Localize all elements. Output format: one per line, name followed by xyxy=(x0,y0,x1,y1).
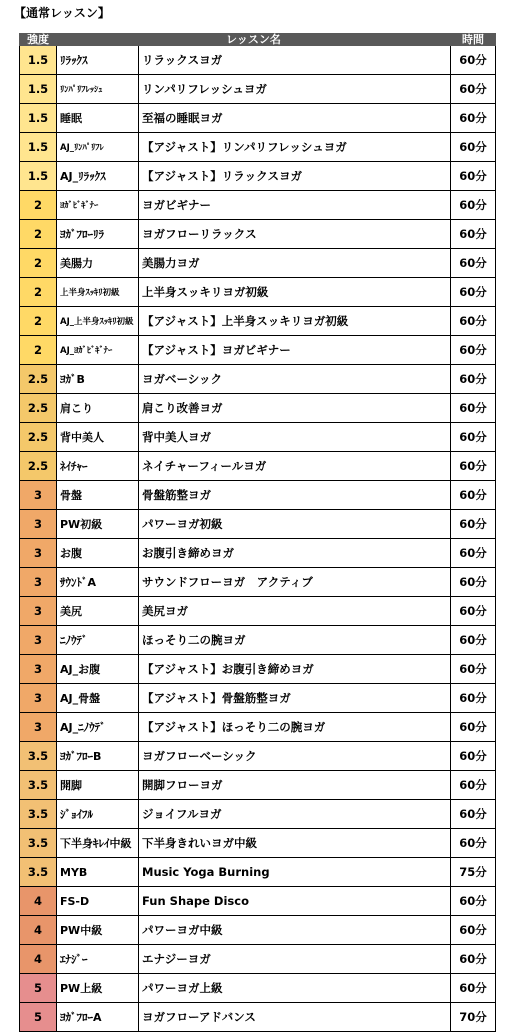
abbreviation-cell: ﾈｲﾁｬｰ xyxy=(57,452,139,481)
level-cell: 3 xyxy=(20,684,57,713)
duration-cell: 60分 xyxy=(451,742,496,771)
lesson-name-cell: 美腸力ヨガ xyxy=(139,249,451,278)
abbreviation-cell: AJ_骨盤 xyxy=(57,684,139,713)
abbreviation-cell: PW中級 xyxy=(57,916,139,945)
abbreviation-cell: 上半身ｽｯｷﾘ初級 xyxy=(57,278,139,307)
lesson-name-cell: 下半身きれいヨガ中級 xyxy=(139,829,451,858)
table-row xyxy=(20,800,496,829)
abbreviation-cell: 下半身ｷﾚｲ中級 xyxy=(57,829,139,858)
duration-cell: 60分 xyxy=(451,423,496,452)
table-row xyxy=(20,191,496,220)
table-row xyxy=(20,510,496,539)
lesson-name-cell: 開脚フローヨガ xyxy=(139,771,451,800)
abbreviation-cell: AJ_ﾘﾝﾊﾟﾘﾌﾚ xyxy=(57,133,139,162)
abbreviation-cell: ﾘﾝﾊﾟﾘﾌﾚｯｼｭ xyxy=(57,75,139,104)
abbreviation-cell: 骨盤 xyxy=(57,481,139,510)
table-row xyxy=(20,481,496,510)
level-cell: 1.5 xyxy=(20,133,57,162)
table-row xyxy=(20,394,496,423)
header-time: 時間 xyxy=(451,34,496,46)
abbreviation-cell: AJ_上半身ｽｯｷﾘ初級 xyxy=(57,307,139,336)
abbreviation-cell: ﾖｶﾞﾋﾞｷﾞﾅｰ xyxy=(57,191,139,220)
table-row xyxy=(20,858,496,887)
abbreviation-cell: お腹 xyxy=(57,539,139,568)
table-row xyxy=(20,365,496,394)
duration-cell: 60分 xyxy=(451,162,496,191)
lesson-name-cell: 【アジャスト】上半身スッキリヨガ初級 xyxy=(139,307,451,336)
level-cell: 5 xyxy=(20,974,57,1003)
table-row xyxy=(20,423,496,452)
table-row xyxy=(20,1003,496,1032)
abbreviation-cell: PW初級 xyxy=(57,510,139,539)
lesson-name-cell: パワーヨガ中級 xyxy=(139,916,451,945)
level-cell: 3 xyxy=(20,481,57,510)
duration-cell: 60分 xyxy=(451,452,496,481)
level-cell: 3 xyxy=(20,713,57,742)
abbreviation-cell: AJ_ﾖｶﾞﾋﾞｷﾞﾅｰ xyxy=(57,336,139,365)
duration-cell: 60分 xyxy=(451,539,496,568)
level-cell: 2 xyxy=(20,278,57,307)
table-body xyxy=(20,46,496,1032)
table-row xyxy=(20,539,496,568)
level-cell: 3.5 xyxy=(20,742,57,771)
table-row xyxy=(20,887,496,916)
abbreviation-cell: 背中美人 xyxy=(57,423,139,452)
level-cell: 3 xyxy=(20,568,57,597)
header-lesson-name: レッスン名 xyxy=(57,34,451,46)
lesson-name-cell: ヨガビギナー xyxy=(139,191,451,220)
table-row xyxy=(20,742,496,771)
lesson-name-cell: エナジーヨガ xyxy=(139,945,451,974)
table-row xyxy=(20,336,496,365)
table-row xyxy=(20,684,496,713)
duration-cell: 60分 xyxy=(451,278,496,307)
lesson-name-cell: 美尻ヨガ xyxy=(139,597,451,626)
level-cell: 3 xyxy=(20,510,57,539)
lesson-name-cell: 【アジャスト】リンパリフレッシュヨガ xyxy=(139,133,451,162)
table-row xyxy=(20,916,496,945)
level-cell: 3.5 xyxy=(20,771,57,800)
duration-cell: 60分 xyxy=(451,568,496,597)
lesson-name-cell: 【アジャスト】お腹引き締めヨガ xyxy=(139,655,451,684)
duration-cell: 60分 xyxy=(451,46,496,75)
lesson-name-cell: ほっそり二の腕ヨガ xyxy=(139,626,451,655)
table-header-row xyxy=(20,34,496,46)
lesson-name-cell: 【アジャスト】ほっそり二の腕ヨガ xyxy=(139,713,451,742)
table-row xyxy=(20,249,496,278)
lesson-name-cell: パワーヨガ初級 xyxy=(139,510,451,539)
duration-cell: 60分 xyxy=(451,713,496,742)
table-row xyxy=(20,945,496,974)
table-row xyxy=(20,104,496,133)
abbreviation-cell: 開脚 xyxy=(57,771,139,800)
lesson-name-cell: サウンドフローヨガ アクティブ xyxy=(139,568,451,597)
table-row xyxy=(20,655,496,684)
level-cell: 3 xyxy=(20,597,57,626)
level-cell: 1.5 xyxy=(20,104,57,133)
duration-cell: 60分 xyxy=(451,626,496,655)
lesson-name-cell: パワーヨガ上級 xyxy=(139,974,451,1003)
abbreviation-cell: AJ_ﾆﾉｳﾃﾞ xyxy=(57,713,139,742)
lesson-name-cell: 肩こり改善ヨガ xyxy=(139,394,451,423)
level-cell: 1.5 xyxy=(20,46,57,75)
table-row xyxy=(20,829,496,858)
level-cell: 2 xyxy=(20,336,57,365)
lesson-table xyxy=(19,33,496,1032)
lesson-name-cell: ネイチャーフィールヨガ xyxy=(139,452,451,481)
table-row xyxy=(20,626,496,655)
abbreviation-cell: ﾖｶﾞﾌﾛｰﾘﾗ xyxy=(57,220,139,249)
level-cell: 4 xyxy=(20,887,57,916)
level-cell: 3 xyxy=(20,626,57,655)
lesson-name-cell: お腹引き締めヨガ xyxy=(139,539,451,568)
duration-cell: 60分 xyxy=(451,365,496,394)
level-cell: 2 xyxy=(20,220,57,249)
abbreviation-cell: ﾖｶﾞB xyxy=(57,365,139,394)
abbreviation-cell: FS-D xyxy=(57,887,139,916)
lesson-name-cell: 【アジャスト】骨盤筋整ヨガ xyxy=(139,684,451,713)
duration-cell: 60分 xyxy=(451,771,496,800)
abbreviation-cell: ﾆﾉｳﾃﾞ xyxy=(57,626,139,655)
level-cell: 1.5 xyxy=(20,162,57,191)
duration-cell: 75分 xyxy=(451,858,496,887)
level-cell: 2.5 xyxy=(20,394,57,423)
duration-cell: 60分 xyxy=(451,133,496,162)
table-row xyxy=(20,220,496,249)
duration-cell: 60分 xyxy=(451,800,496,829)
table-row xyxy=(20,133,496,162)
abbreviation-cell: PW上級 xyxy=(57,974,139,1003)
duration-cell: 60分 xyxy=(451,655,496,684)
duration-cell: 60分 xyxy=(451,510,496,539)
table-row xyxy=(20,974,496,1003)
level-cell: 5 xyxy=(20,1003,57,1032)
duration-cell: 60分 xyxy=(451,249,496,278)
abbreviation-cell: AJ_お腹 xyxy=(57,655,139,684)
level-cell: 3.5 xyxy=(20,858,57,887)
lesson-name-cell: リンパリフレッシュヨガ xyxy=(139,75,451,104)
lesson-name-cell: ヨガベーシック xyxy=(139,365,451,394)
table-row xyxy=(20,162,496,191)
lesson-name-cell: 上半身スッキリヨガ初級 xyxy=(139,278,451,307)
table-row xyxy=(20,568,496,597)
level-cell: 2 xyxy=(20,307,57,336)
level-cell: 3 xyxy=(20,539,57,568)
abbreviation-cell: ｼﾞｮｲﾌﾙ xyxy=(57,800,139,829)
duration-cell: 60分 xyxy=(451,394,496,423)
duration-cell: 60分 xyxy=(451,336,496,365)
duration-cell: 60分 xyxy=(451,974,496,1003)
abbreviation-cell: 睡眠 xyxy=(57,104,139,133)
abbreviation-cell: ｴﾅｼﾞｰ xyxy=(57,945,139,974)
duration-cell: 60分 xyxy=(451,887,496,916)
level-cell: 4 xyxy=(20,945,57,974)
page-title: 【通常レッスン】 xyxy=(14,6,110,20)
level-cell: 2.5 xyxy=(20,423,57,452)
duration-cell: 60分 xyxy=(451,307,496,336)
level-cell: 3.5 xyxy=(20,829,57,858)
duration-cell: 60分 xyxy=(451,481,496,510)
abbreviation-cell: ﾘﾗｯｸｽ xyxy=(57,46,139,75)
lesson-name-cell: 至福の睡眠ヨガ xyxy=(139,104,451,133)
lesson-name-cell: リラックスヨガ xyxy=(139,46,451,75)
abbreviation-cell: 美腸力 xyxy=(57,249,139,278)
lesson-name-cell: ジョイフルヨガ xyxy=(139,800,451,829)
table-row xyxy=(20,307,496,336)
header-level: 強度 xyxy=(20,34,57,46)
duration-cell: 60分 xyxy=(451,829,496,858)
table-row xyxy=(20,278,496,307)
lesson-name-cell: 【アジャスト】リラックスヨガ xyxy=(139,162,451,191)
level-cell: 2.5 xyxy=(20,365,57,394)
table-row xyxy=(20,452,496,481)
duration-cell: 60分 xyxy=(451,220,496,249)
level-cell: 2.5 xyxy=(20,452,57,481)
abbreviation-cell: ｻｳﾝﾄﾞA xyxy=(57,568,139,597)
level-cell: 3.5 xyxy=(20,800,57,829)
table-row xyxy=(20,771,496,800)
duration-cell: 60分 xyxy=(451,104,496,133)
lesson-name-cell: ヨガフローベーシック xyxy=(139,742,451,771)
lesson-name-cell: 背中美人ヨガ xyxy=(139,423,451,452)
level-cell: 1.5 xyxy=(20,75,57,104)
table-row xyxy=(20,75,496,104)
lesson-name-cell: Music Yoga Burning xyxy=(139,858,451,887)
abbreviation-cell: ﾖｶﾞﾌﾛｰA xyxy=(57,1003,139,1032)
lesson-name-cell: 【アジャスト】ヨガビギナー xyxy=(139,336,451,365)
abbreviation-cell: ﾖｶﾞﾌﾛｰB xyxy=(57,742,139,771)
level-cell: 2 xyxy=(20,191,57,220)
duration-cell: 70分 xyxy=(451,1003,496,1032)
lesson-name-cell: ヨガフローリラックス xyxy=(139,220,451,249)
table-row xyxy=(20,597,496,626)
level-cell: 4 xyxy=(20,916,57,945)
abbreviation-cell: MYB xyxy=(57,858,139,887)
duration-cell: 60分 xyxy=(451,597,496,626)
duration-cell: 60分 xyxy=(451,945,496,974)
abbreviation-cell: 肩こり xyxy=(57,394,139,423)
table-row xyxy=(20,713,496,742)
duration-cell: 60分 xyxy=(451,684,496,713)
duration-cell: 60分 xyxy=(451,75,496,104)
level-cell: 2 xyxy=(20,249,57,278)
table-row xyxy=(20,46,496,75)
lesson-name-cell: ヨガフローアドバンス xyxy=(139,1003,451,1032)
abbreviation-cell: AJ_ﾘﾗｯｸｽ xyxy=(57,162,139,191)
duration-cell: 60分 xyxy=(451,191,496,220)
lesson-name-cell: Fun Shape Disco xyxy=(139,887,451,916)
duration-cell: 60分 xyxy=(451,916,496,945)
abbreviation-cell: 美尻 xyxy=(57,597,139,626)
level-cell: 3 xyxy=(20,655,57,684)
lesson-name-cell: 骨盤筋整ヨガ xyxy=(139,481,451,510)
